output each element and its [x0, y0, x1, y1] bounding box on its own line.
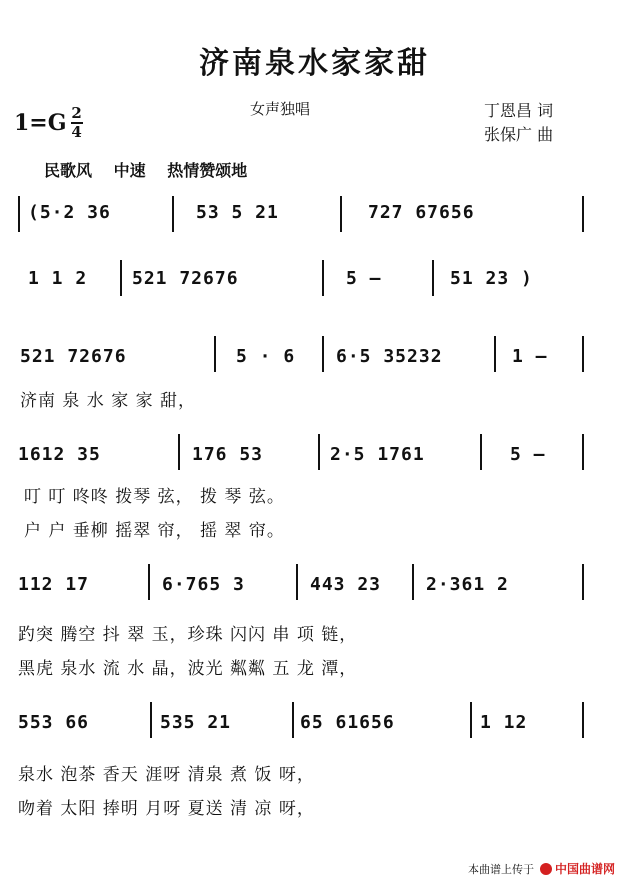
measure-3-3: 6·5 35232 [336, 346, 443, 367]
measure-4-2: 176 53 [192, 444, 264, 465]
time-signature-bottom: 4 [71, 123, 82, 141]
site-logo-icon [540, 863, 552, 875]
lyric-line-4a: 泉水 泡茶 香天 涯呀 清泉 煮 饭 呀， [18, 765, 315, 785]
measure-2-2: 521 72676 [132, 268, 239, 289]
measure-3-1: 521 72676 [20, 346, 127, 367]
measure-1-1: (5·2 36 [28, 202, 111, 223]
lyricist-credit: 丁恩昌 词 [484, 101, 554, 120]
measure-1-3: 727 67656 [368, 202, 475, 223]
footer-upload-note [468, 860, 615, 877]
lyric-line-2b: 户 户 垂柳 摇翠 帘， 摇 翠 帘。 [24, 521, 285, 541]
key-label: 1=G [14, 110, 67, 136]
measure-5-3: 443 23 [310, 574, 382, 595]
measure-6-1: 553 66 [18, 712, 90, 733]
time-signature-top: 2 [71, 104, 82, 122]
lyric-line-1: 济南 泉 水 家 家 甜， [20, 391, 197, 411]
measure-1-2: 53 5 21 [196, 202, 279, 223]
measure-3-2: 5 · 6 [236, 346, 296, 367]
composer-credit: 张保广 曲 [484, 125, 554, 144]
measure-4-4: 5 – [510, 444, 546, 465]
style-label: 民歌风 [44, 161, 93, 180]
lyric-line-4b: 吻着 太阳 捧明 月呀 夏送 清 凉 呀， [18, 799, 315, 819]
measure-2-1: 1 1 2 [28, 268, 88, 289]
measure-3-4: 1 – [512, 346, 548, 367]
measure-5-1: 112 17 [18, 574, 90, 595]
measure-5-2: 6·765 3 [162, 574, 245, 595]
measure-2-4: 51 23 ) [450, 268, 533, 289]
lyric-line-3b: 黑虎 泉水 流 水 晶，波光 粼粼 五 龙 潭， [18, 659, 358, 679]
time-signature [71, 106, 83, 140]
tempo-marking [44, 158, 263, 181]
song-title: 济南泉水家家甜 [199, 46, 430, 81]
footer-site-link[interactable]: 中国曲谱网 [554, 862, 615, 876]
measure-6-4: 1 12 [480, 712, 528, 733]
key-signature [14, 106, 83, 140]
measure-4-3: 2·5 1761 [330, 444, 425, 465]
lyric-line-2a: 叮 叮 咚咚 拨琴 弦， 拨 琴 弦。 [24, 487, 285, 507]
measure-4-1: 1612 35 [18, 444, 101, 465]
tempo-label: 中速 [113, 161, 146, 180]
lyric-line-3a: 趵突 腾空 抖 翠 玉，珍珠 闪闪 串 项 链， [18, 625, 358, 645]
performance-type: 女声独唱 [250, 100, 311, 118]
measure-5-4: 2·361 2 [426, 574, 509, 595]
measure-6-3: 65 61656 [300, 712, 395, 733]
measure-6-2: 535 21 [160, 712, 232, 733]
measure-2-3: 5 – [346, 268, 382, 289]
footer-text: 本曲谱上传于 [467, 862, 534, 876]
expression-label: 热情赞颂地 [167, 161, 248, 180]
